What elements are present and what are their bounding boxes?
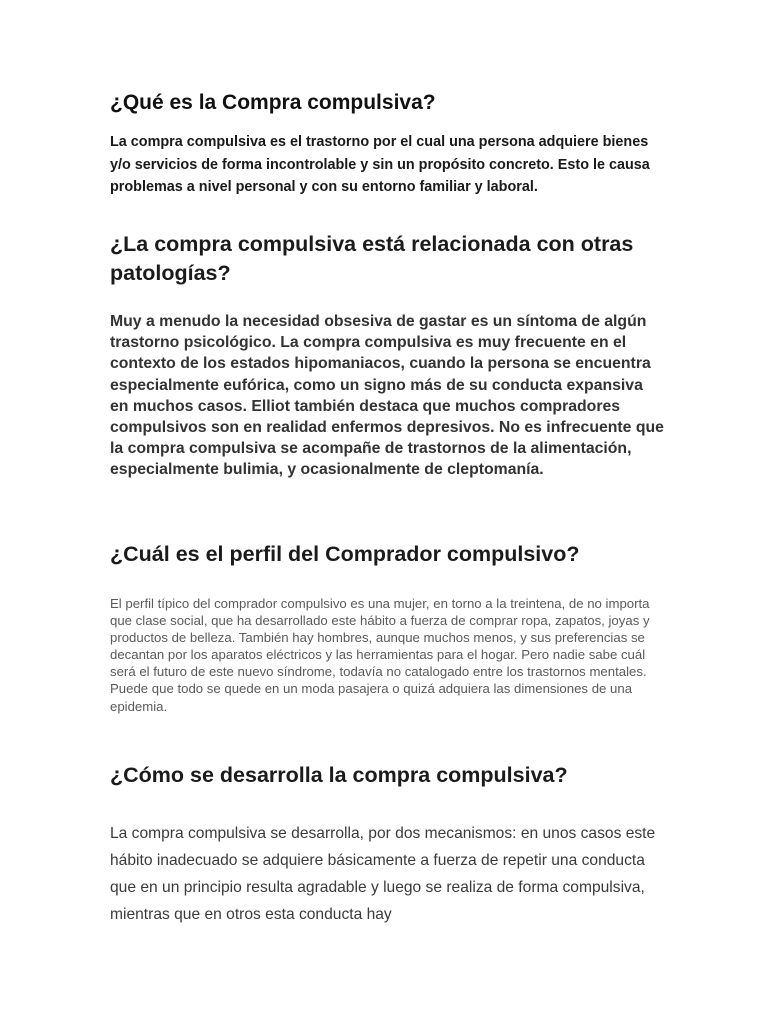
section-body-que-es: La compra compulsiva es el trastorno por el cual una persona adquiere bienes y/o servicios de forma incontrolable y sin un propósito concreto. Esto le causa problemas a nivel personal y con su entorno familiar y laboral. [110,134,650,195]
section-heading-desarrollo: ¿Cómo se desarrolla la compra compulsiva? [110,763,568,787]
section-body-patologias: Muy a menudo la necesidad obsesiva de gastar es un síntoma de algún trastorno psicológico. La compra compulsiva es muy frecuente en el contexto de los estados hipomaniacos, cuando la persona se encuentra especialmente eufórica, como un signo más de su conducta expansiva en muchos casos. Elliot también destaca que muchos compradores compulsivos son en realidad enfermos depresivos. No es infrecuente que la compra compulsiva se acompañe de trastornos de la alimentación, especialmente bulimia, y ocasionalmente de cleptomanía. [110,313,664,479]
section-body-desarrollo: La compra compulsiva se desarrolla, por dos mecanismos: en unos casos este hábito inadecuado se adquiere básicamente a fuerza de repetir una conducta que en un principio resulta agradable y luego se realiza de forma compulsiva, mientras que en otros esta conducta hay [110,825,656,923]
section-heading-perfil: ¿Cuál es el perfil del Comprador compulsivo? [110,542,580,566]
section-heading-que-es: ¿Qué es la Compra compulsiva? [110,91,436,114]
section-heading-patologias: ¿La compra compulsiva está relacionada con otras patologías? [110,232,634,285]
section-body-perfil: El perfil típico del comprador compulsivo es una mujer, en torno a la treintena, de no importa que clase social, que ha desarrollado este hábito a fuerza de comprar ropa, zapatos, joyas y productos de belleza. También hay hombres, aunque muchos menos, y sus preferencias se decantan por los aparatos eléctricos y las herramientas para el hogar. Pero nadie sabe cuál será el futuro de este nuevo síndrome, todavía no catalogado entre los trastornos mentales. Puede que todo se quede en un moda pasajera o quizá adquiera las dimensiones de una epidemia. [110,596,650,714]
